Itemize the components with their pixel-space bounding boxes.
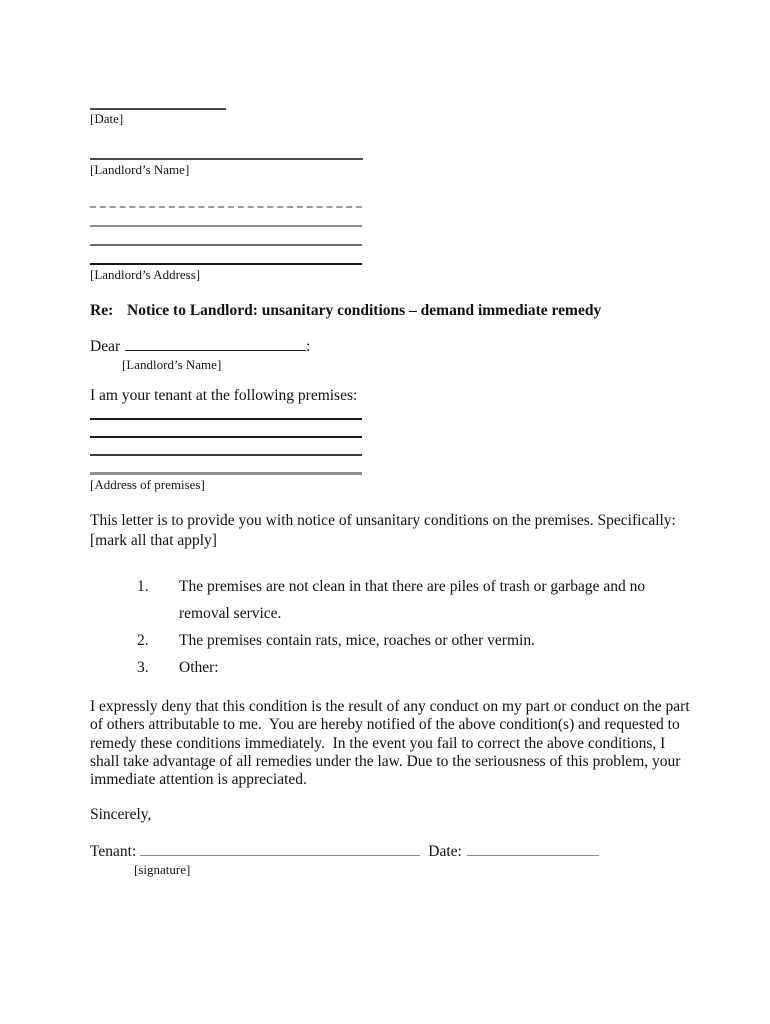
condition-text: The premises are not clean in that there are piles of trash or garbage and no removal service. (179, 578, 646, 623)
landlord-name-blank-line[interactable] (90, 125, 363, 160)
salutation-prefix: Dear (90, 338, 121, 355)
landlord-name-label: [Landlord’s Name] (90, 162, 190, 177)
date-field-blank-line[interactable] (467, 843, 599, 856)
landlord-address-label: [Landlord’s Address] (90, 267, 201, 282)
mark-all-instruction: [mark all that apply] (90, 531, 217, 549)
condition-item[interactable] (137, 573, 688, 627)
condition-number: 1. (137, 578, 149, 596)
premises-address-label: [Address of premises] (90, 477, 205, 493)
condition-number: 3. (137, 659, 149, 677)
subject-line (90, 302, 688, 319)
salutation-colon: : (306, 338, 311, 355)
premises-address-blank-line[interactable] (90, 436, 362, 438)
salutation-line (90, 337, 688, 356)
tenant-label: Tenant: (90, 843, 137, 861)
signature-hint-label: [signature] (134, 862, 191, 878)
condition-number: 2. (137, 632, 149, 650)
premises-address-lines (90, 418, 362, 475)
salutation-blank-line[interactable] (125, 338, 306, 351)
landlord-address-blank-line[interactable] (90, 225, 362, 227)
premises-address-blank-line[interactable] (90, 418, 362, 420)
subject-re-prefix: Re: (90, 302, 114, 319)
date-placeholder-label: [Date] (90, 111, 124, 126)
premises-address-blank-line[interactable] (90, 454, 362, 456)
premises-intro-text: I am your tenant at the following premises: (90, 387, 358, 404)
conditions-list (90, 573, 688, 681)
closing-text: Sincerely, (90, 806, 152, 824)
body-paragraph: I expressly deny that this condition is the result of any conduct on my part or conduct on the part of others attributable to me. You are hereby notified of the above condition(s) and requested to remedy these conditions immediately. In the event you fail to correct the above conditions, I shall take advantage of all remedies under the law. Due to the seriousness of this problem, your immediate attention is appreciated. (90, 698, 694, 789)
landlord-address-blank-line[interactable] (90, 206, 362, 208)
condition-text: The premises contain rats, mice, roaches or other vermin. (179, 632, 535, 650)
landlord-address-blank-line[interactable] (90, 244, 362, 246)
condition-item[interactable] (137, 627, 688, 654)
date-field-label: Date: (428, 843, 462, 861)
tenant-signature-blank-line[interactable] (140, 843, 420, 856)
landlord-address-lines (90, 206, 362, 265)
premises-address-blank-line[interactable] (90, 472, 362, 475)
subject-text: Notice to Landlord: unsanitary conditions – demand immediate remedy (127, 302, 602, 319)
notice-paragraph-text: This letter is to provide you with notice of unsanitary conditions on the premises. Specifically: (90, 512, 676, 530)
condition-text: Other: (179, 659, 219, 677)
notice-paragraph (90, 511, 690, 550)
signature-row (90, 842, 688, 861)
landlord-address-blank-line[interactable] (90, 263, 362, 265)
condition-item[interactable] (137, 654, 688, 681)
date-blank-line[interactable] (90, 100, 226, 110)
salutation-hint-label: [Landlord’s Name] (122, 357, 222, 372)
